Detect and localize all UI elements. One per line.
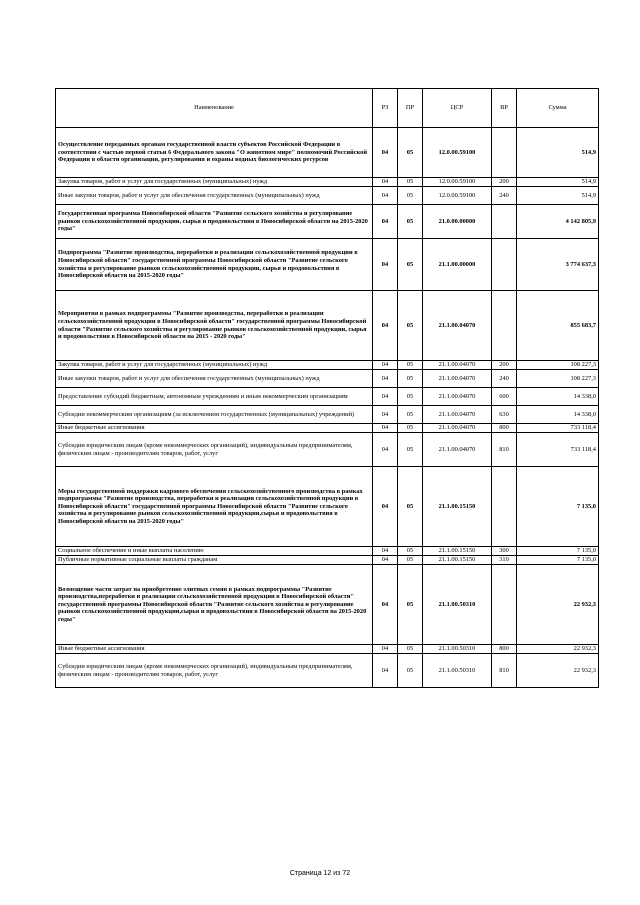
- cell-name: Публичные нормативные социальные выплаты гражданам: [56, 556, 373, 565]
- cell-sum: 514,9: [517, 187, 599, 205]
- cell-csr: 12.0.00.59100: [423, 178, 492, 187]
- cell-rz: 04: [373, 205, 398, 239]
- table-row: [56, 128, 599, 178]
- cell-rz: 04: [373, 547, 398, 556]
- cell-vr: 800: [492, 645, 517, 654]
- cell-vr: 810: [492, 654, 517, 688]
- cell-pr: 05: [398, 205, 423, 239]
- cell-csr: 21.1.00.50310: [423, 645, 492, 654]
- cell-name: Мероприятия в рамках подпрограммы "Развитие производства, переработки и реализации сельскохозяйственной продукции в Новосибирской области" государственной программы Новосибирской области "Развитие сельского хозяйства и регулирование рынков сельскохозяйственной продукции, сырья и продовольствия в Новосибирской области на 2015 - 2020 годы": [56, 291, 373, 361]
- cell-name: Иные закупки товаров, работ и услуг для обеспечения государственных (муниципальных) нужд: [56, 187, 373, 205]
- cell-pr: 05: [398, 467, 423, 547]
- cell-sum: 7 135,0: [517, 547, 599, 556]
- cell-name: Субсидии некоммерческим организациям (за исключением государственных (муниципальных) учреждений): [56, 406, 373, 424]
- cell-sum: 514,9: [517, 128, 599, 178]
- cell-sum: 855 683,7: [517, 291, 599, 361]
- cell-sum: 7 135,0: [517, 556, 599, 565]
- cell-rz: 04: [373, 433, 398, 467]
- cell-vr: 200: [492, 178, 517, 187]
- cell-vr: 300: [492, 547, 517, 556]
- cell-csr: 21.1.00.50310: [423, 565, 492, 645]
- cell-csr: 21.1.00.04070: [423, 291, 492, 361]
- table-body: [56, 128, 599, 688]
- cell-name: Предоставление субсидий бюджетным, автономным учреждениям и иным некоммерческим организациям: [56, 388, 373, 406]
- cell-name: Социальное обеспечение и иные выплаты населению: [56, 547, 373, 556]
- cell-vr: 630: [492, 406, 517, 424]
- cell-csr: 21.1.00.00000: [423, 239, 492, 291]
- table-row: [56, 178, 599, 187]
- table-row: [56, 654, 599, 688]
- table-row: [56, 361, 599, 370]
- cell-name: Меры государственной поддержки кадрового обеспечения сельскохозяйственного производства в рамках подпрограммы "Развитие производства, переработки и реализации сельскохозяйственной продукции в Новосибирской области" государственной программы Новосибирской области "Развитие сельского хозяйства и регулирование рынков сельскохозяйственной продукции,сырья и продовольствия в Новосибирской области на 2015-2020 годы": [56, 467, 373, 547]
- cell-sum: 22 932,3: [517, 654, 599, 688]
- cell-sum: 14 338,0: [517, 406, 599, 424]
- cell-rz: 04: [373, 556, 398, 565]
- cell-vr: [492, 205, 517, 239]
- cell-vr: 200: [492, 361, 517, 370]
- cell-vr: 800: [492, 424, 517, 433]
- cell-vr: [492, 239, 517, 291]
- header-sum: Сумма: [517, 89, 599, 128]
- cell-sum: 108 227,3: [517, 370, 599, 388]
- cell-name: Иные бюджетные ассигнования: [56, 645, 373, 654]
- cell-sum: 7 135,0: [517, 467, 599, 547]
- table-row: [56, 370, 599, 388]
- header-vr: ВР: [492, 89, 517, 128]
- table-row: [56, 645, 599, 654]
- cell-rz: 04: [373, 291, 398, 361]
- cell-csr: 21.1.00.15150: [423, 556, 492, 565]
- header-csr: ЦСР: [423, 89, 492, 128]
- cell-vr: 240: [492, 187, 517, 205]
- cell-rz: 04: [373, 565, 398, 645]
- cell-pr: 05: [398, 370, 423, 388]
- cell-rz: 04: [373, 388, 398, 406]
- table-row: [56, 565, 599, 645]
- cell-csr: 21.1.00.04070: [423, 361, 492, 370]
- table-row: [56, 187, 599, 205]
- table-row: [56, 239, 599, 291]
- cell-pr: 05: [398, 388, 423, 406]
- cell-rz: 04: [373, 406, 398, 424]
- cell-name: Субсидии юридическим лицам (кроме некоммерческих организаций), индивидуальным предпринимателям, физическим лицам - производителям товаров, работ, услуг: [56, 433, 373, 467]
- cell-rz: 04: [373, 654, 398, 688]
- cell-pr: 05: [398, 645, 423, 654]
- cell-pr: 05: [398, 556, 423, 565]
- cell-vr: 240: [492, 370, 517, 388]
- table-row: [56, 556, 599, 565]
- cell-pr: 05: [398, 361, 423, 370]
- cell-sum: 108 227,3: [517, 361, 599, 370]
- cell-csr: 12.0.00.59100: [423, 187, 492, 205]
- cell-csr: 21.1.00.50310: [423, 654, 492, 688]
- page-number: Страница 12 из 72: [289, 870, 351, 877]
- cell-rz: 04: [373, 239, 398, 291]
- cell-name: Иные бюджетные ассигнования: [56, 424, 373, 433]
- cell-name: Государственная программа Новосибирской области "Развитие сельского хозяйства и регулирование рынков сельскохозяйственной продукции, сырья и продовольствия в Новосибирской области на 2015-2020 годы": [56, 205, 373, 239]
- cell-vr: [492, 291, 517, 361]
- cell-rz: 04: [373, 178, 398, 187]
- table-row: [56, 424, 599, 433]
- cell-csr: 21.1.00.04070: [423, 370, 492, 388]
- cell-pr: 05: [398, 424, 423, 433]
- table-row: [56, 388, 599, 406]
- cell-csr: 21.1.00.04070: [423, 388, 492, 406]
- header-rz: РЗ: [373, 89, 398, 128]
- cell-csr: 21.1.00.15150: [423, 467, 492, 547]
- header-pr: ПР: [398, 89, 423, 128]
- cell-pr: 05: [398, 433, 423, 467]
- cell-rz: 04: [373, 645, 398, 654]
- cell-csr: 12.0.00.59100: [423, 128, 492, 178]
- cell-name: Закупка товаров, работ и услуг для государственных (муниципальных) нужд: [56, 361, 373, 370]
- cell-vr: [492, 128, 517, 178]
- cell-csr: 21.1.00.04070: [423, 424, 492, 433]
- cell-pr: 05: [398, 654, 423, 688]
- cell-name: Закупка товаров, работ и услуг для государственных (муниципальных) нужд: [56, 178, 373, 187]
- table-row: [56, 291, 599, 361]
- budget-table: [55, 88, 599, 688]
- cell-sum: 733 118,4: [517, 433, 599, 467]
- cell-sum: 3 774 637,3: [517, 239, 599, 291]
- cell-pr: 05: [398, 178, 423, 187]
- table-row: [56, 205, 599, 239]
- cell-rz: 04: [373, 128, 398, 178]
- cell-rz: 04: [373, 370, 398, 388]
- cell-rz: 04: [373, 361, 398, 370]
- cell-sum: 14 338,0: [517, 388, 599, 406]
- cell-csr: 21.1.00.04070: [423, 406, 492, 424]
- cell-pr: 05: [398, 565, 423, 645]
- cell-csr: 21.1.00.15150: [423, 547, 492, 556]
- table-row: [56, 433, 599, 467]
- cell-vr: 600: [492, 388, 517, 406]
- cell-name: Подпрограмма "Развитие производства, переработки и реализации сельскохозяйственной продукции в Новосибирской области" государственной программы Новосибирской области "Развитие сельского хозяйства и регулирование рынков сельскохозяйственной продукции, сырья и продовольствия в Новосибирской области на 2015-2020 годы": [56, 239, 373, 291]
- table-row: [56, 467, 599, 547]
- cell-pr: 05: [398, 547, 423, 556]
- header-name: Наименование: [56, 89, 373, 128]
- cell-pr: 05: [398, 406, 423, 424]
- cell-pr: 05: [398, 239, 423, 291]
- cell-pr: 05: [398, 187, 423, 205]
- cell-sum: 22 932,3: [517, 645, 599, 654]
- cell-rz: 04: [373, 424, 398, 433]
- cell-sum: 22 932,3: [517, 565, 599, 645]
- cell-csr: 21.0.00.00000: [423, 205, 492, 239]
- cell-vr: [492, 565, 517, 645]
- cell-pr: 05: [398, 128, 423, 178]
- cell-pr: 05: [398, 291, 423, 361]
- cell-sum: 4 142 805,9: [517, 205, 599, 239]
- table-row: [56, 406, 599, 424]
- cell-name: Возмещение части затрат на приобретение элитных семян в рамках подпрограммы "Развитие производства,переработки и реализации сельскохозяйственной продукции в Новосибирской области" государственной программы Новосибирской области "Развитие сельского хозяйства и регулирование рынков сельскохозяйственной продукции,сырья и продовольствия в Новосибирской области на 2015-2020 годы": [56, 565, 373, 645]
- cell-vr: 310: [492, 556, 517, 565]
- cell-name: Осуществление переданных органам государственной власти субъектов Российской Федерации в соответствии с частью первой статьи 6 Федерального закона "О животном мире" полномочий Российской Федерации в области организации, регулирования и охраны водных биологических ресурсов: [56, 128, 373, 178]
- table-header-row: [56, 89, 599, 128]
- cell-vr: 810: [492, 433, 517, 467]
- cell-sum: 514,9: [517, 178, 599, 187]
- cell-rz: 04: [373, 187, 398, 205]
- cell-name: Иные закупки товаров, работ и услуг для обеспечения государственных (муниципальных) нужд: [56, 370, 373, 388]
- cell-sum: 733 118,4: [517, 424, 599, 433]
- cell-rz: 04: [373, 467, 398, 547]
- cell-csr: 21.1.00.04070: [423, 433, 492, 467]
- table-row: [56, 547, 599, 556]
- cell-name: Субсидии юридическим лицам (кроме некоммерческих организаций), индивидуальным предпринимателям, физическим лицам - производителям товаров, работ, услуг: [56, 654, 373, 688]
- cell-vr: [492, 467, 517, 547]
